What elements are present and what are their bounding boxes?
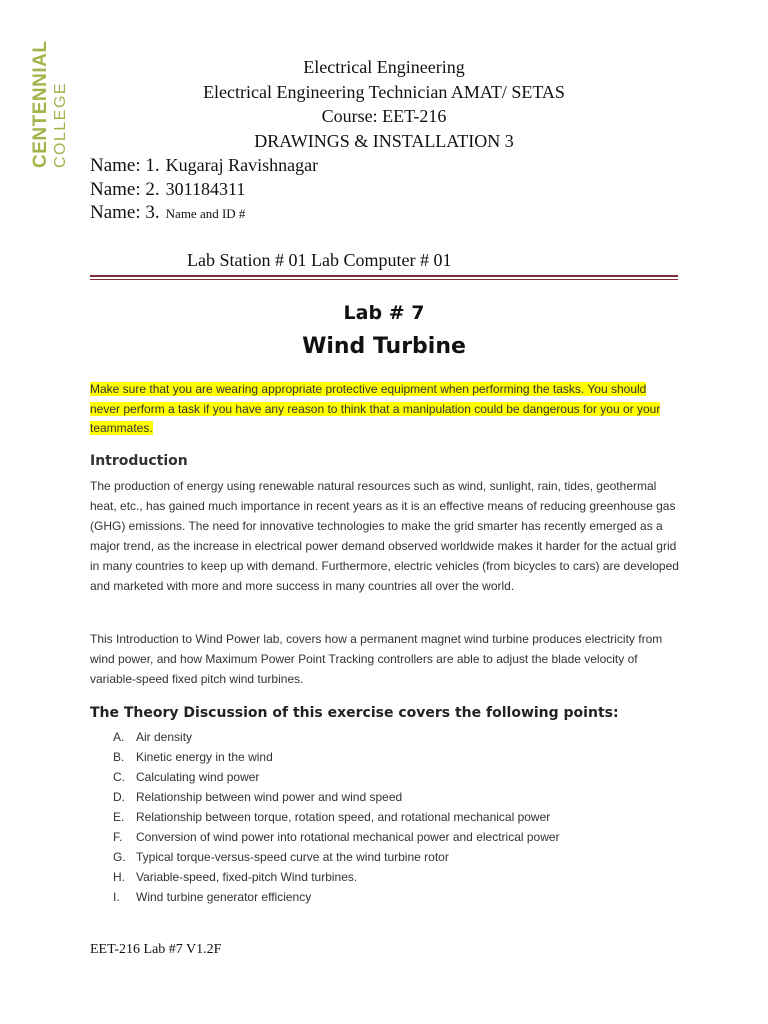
name-row-1 bbox=[90, 153, 318, 177]
lab-number: Lab # 7 bbox=[343, 302, 425, 324]
name-label: Name: 1. bbox=[90, 155, 160, 176]
list-marker: A. bbox=[113, 730, 125, 744]
document-header bbox=[0, 55, 768, 153]
list-item bbox=[113, 887, 560, 907]
list-item-text: Calculating wind power bbox=[136, 770, 260, 784]
logo-line-1: CENTENNIAL bbox=[30, 40, 51, 168]
list-item bbox=[113, 767, 560, 787]
list-item-text: Wind turbine generator efficiency bbox=[136, 890, 312, 904]
list-item bbox=[113, 867, 560, 887]
name-label: Name: 2. bbox=[90, 179, 160, 200]
introduction-paragraph-2: This Introduction to Wind Power lab, covers how a permanent magnet wind turbine produces electricity from wind power, and how Maximum Power Point Tracking controllers are able to adjust the blade velocity of variable-speed fixed pitch wind turbines. bbox=[90, 632, 663, 686]
list-marker: B. bbox=[113, 750, 125, 764]
list-item-text: Variable-speed, fixed-pitch Wind turbines. bbox=[136, 870, 358, 884]
name-value-placeholder: Name and ID # bbox=[165, 206, 246, 221]
header-program: Electrical Engineering Technician AMAT/ SETAS bbox=[203, 81, 565, 102]
list-item-text: Relationship between wind power and wind speed bbox=[136, 790, 403, 804]
divider-rule-thin bbox=[90, 279, 678, 280]
divider-rule-thick bbox=[90, 275, 678, 277]
safety-warning-text: Make sure that you are wearing appropriate protective equipment when performing the tasks. You should never perform a task if you have any reason to think that a manipulation could be dangerous for you or your teammates. bbox=[90, 382, 661, 435]
theory-points-list bbox=[113, 727, 560, 907]
header-department: Electrical Engineering bbox=[303, 57, 465, 77]
list-marker: E. bbox=[113, 810, 125, 824]
list-item bbox=[113, 747, 560, 767]
list-item-text: Kinetic energy in the wind bbox=[136, 750, 273, 764]
list-marker: F. bbox=[113, 830, 123, 844]
list-item-text: Conversion of wind power into rotational mechanical power and electrical power bbox=[136, 830, 560, 844]
list-marker: H. bbox=[113, 870, 125, 884]
list-item bbox=[113, 847, 560, 867]
list-marker: D. bbox=[113, 790, 125, 804]
lab-station-info: Lab Station # 01 Lab Computer # 01 bbox=[187, 250, 452, 270]
page-footer: EET-216 Lab #7 V1.2F bbox=[90, 942, 222, 957]
name-row-3 bbox=[90, 201, 318, 225]
list-item bbox=[113, 787, 560, 807]
list-item-text: Air density bbox=[136, 730, 193, 744]
header-course: Course: EET-216 bbox=[321, 106, 447, 126]
name-label: Name: 3. bbox=[90, 202, 160, 223]
list-item bbox=[113, 727, 560, 747]
safety-warning bbox=[90, 380, 678, 439]
logo-line-2: COLLEGE bbox=[52, 81, 69, 168]
name-value: 301184311 bbox=[165, 179, 246, 199]
name-value: Kugaraj Ravishnagar bbox=[165, 155, 319, 175]
list-marker: G. bbox=[113, 850, 126, 864]
list-item bbox=[113, 807, 560, 827]
student-names bbox=[90, 153, 318, 225]
lab-title: Wind Turbine bbox=[302, 334, 466, 359]
introduction-paragraph-1: The production of energy using renewable natural resources such as wind, sunlight, rain, tides, geothermal heat, etc., has gained much importance in recent years as it is an effective means of reducing greenhouse gas (GHG) emissions. The need for innovative technologies to make the grid smarter has recently emerged as a major trend, as the increase in electrical power demand observed worldwide makes it harder for the actual grid in many countries to keep up with demand. Furthermore, electric vehicles (from bicycles to cars) are developed and marketed with more and more success in many countries all over the world. bbox=[90, 479, 679, 593]
theory-heading: The Theory Discussion of this exercise covers the following points: bbox=[90, 705, 619, 721]
list-item-text: Relationship between torque, rotation speed, and rotational mechanical power bbox=[136, 810, 551, 824]
header-course-title: DRAWINGS & INSTALLATION 3 bbox=[254, 130, 514, 151]
list-marker: I. bbox=[113, 890, 120, 904]
name-row-2 bbox=[90, 177, 318, 201]
list-item-text: Typical torque-versus-speed curve at the wind turbine rotor bbox=[136, 850, 449, 864]
introduction-heading: Introduction bbox=[90, 453, 188, 469]
list-marker: C. bbox=[113, 770, 125, 784]
list-item bbox=[113, 827, 560, 847]
